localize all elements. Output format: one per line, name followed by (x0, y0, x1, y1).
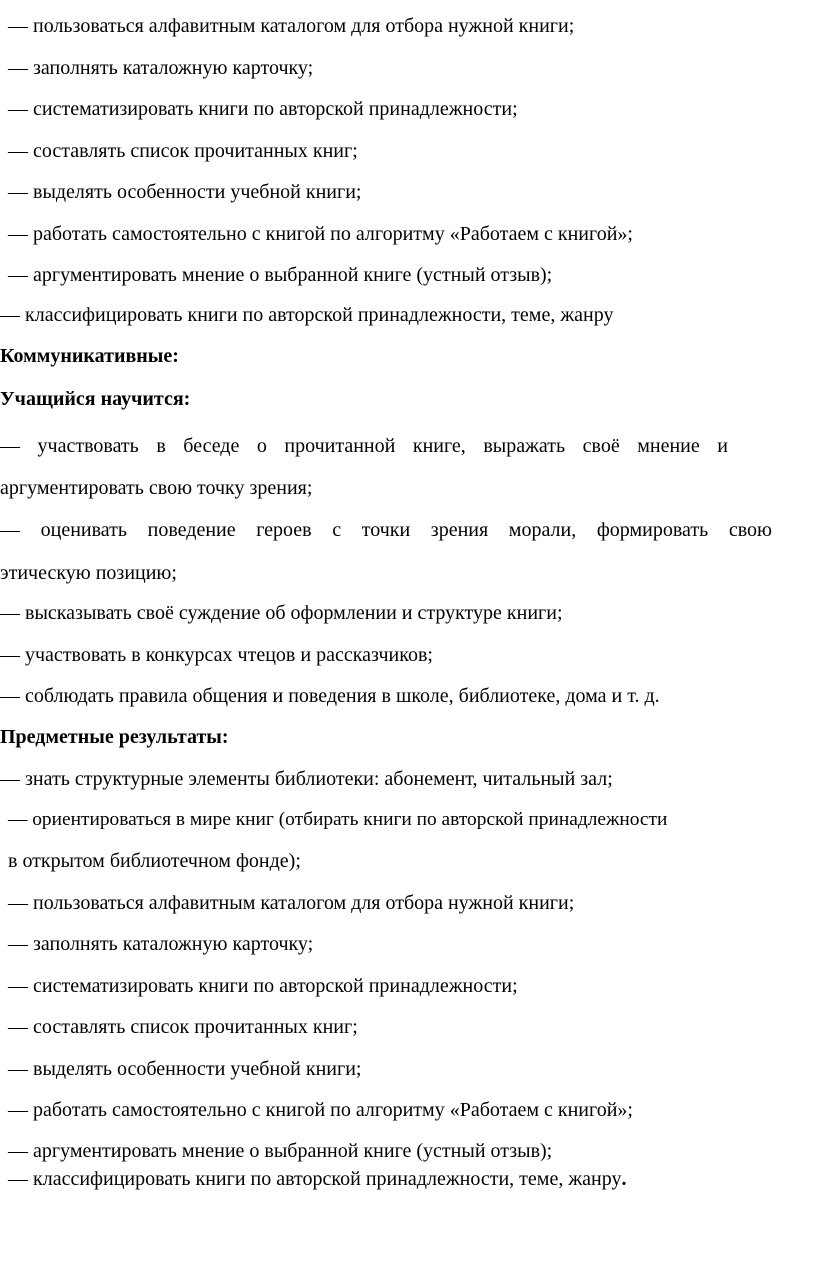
list-item: — заполнять каталожную карточку; (8, 933, 314, 955)
list-item: — пользоваться алфавитным каталогом для отбора нужной книги; (8, 892, 575, 914)
list-item: — составлять список прочитанных книг; (8, 1016, 358, 1038)
list-item-continuation: в открытом библиотечном фонде); (8, 850, 301, 872)
list-item: — аргументировать мнение о выбранной книге (устный отзыв); (8, 1140, 553, 1162)
list-item-continuation: этическую позицию; (0, 562, 177, 584)
list-item: — работать самостоятельно с книгой по алгоритму «Работаем с книгой»; (8, 1099, 633, 1121)
list-item: — аргументировать мнение о выбранной книге (устный отзыв); (8, 264, 553, 286)
section-heading: Предметные результаты: (0, 726, 229, 748)
list-item: — высказывать своё суждение об оформлении и структуре книги; (0, 602, 563, 624)
section-subheading: Учащийся научится: (0, 388, 191, 410)
list-item: — выделять особенности учебной книги; (8, 1058, 362, 1080)
list-item: — соблюдать правила общения и поведения в школе, библиотеке, дома и т. д. (0, 685, 660, 707)
list-item: — составлять список прочитанных книг; (8, 140, 358, 162)
list-item-text: — классифицировать книги по авторской принадлежности, теме, жанру (8, 1168, 622, 1190)
list-item: — классифицировать книги по авторской принадлежности, теме, жанру (0, 304, 614, 326)
list-item: — пользоваться алфавитным каталогом для отбора нужной книги; (8, 15, 575, 37)
list-item: — оценивать поведение героев с точки зрения морали, формировать свою (0, 519, 772, 541)
list-item: — систематизировать книги по авторской принадлежности; (8, 98, 518, 120)
list-item: — участвовать в конкурсах чтецов и рассказчиков; (0, 644, 433, 666)
list-item: — работать самостоятельно с книгой по алгоритму «Работаем с книгой»; (8, 223, 633, 245)
list-item: — выделять особенности учебной книги; (8, 181, 362, 203)
list-item: — ориентироваться в мире книг (отбирать книги по авторской принадлежности (8, 809, 668, 830)
list-item: — участвовать в беседе о прочитанной книге, выражать своё мнение и (0, 435, 728, 457)
section-heading: Коммуникативные: (0, 345, 179, 367)
list-item: — знать структурные элементы библиотеки: абонемент, читальный зал; (0, 768, 613, 790)
list-item: — систематизировать книги по авторской принадлежности; (8, 975, 518, 997)
list-item-continuation: аргументировать свою точку зрения; (0, 477, 313, 499)
list-item (8, 1167, 626, 1191)
list-item-terminal-period: . (621, 1168, 627, 1190)
list-item: — заполнять каталожную карточку; (8, 57, 314, 79)
